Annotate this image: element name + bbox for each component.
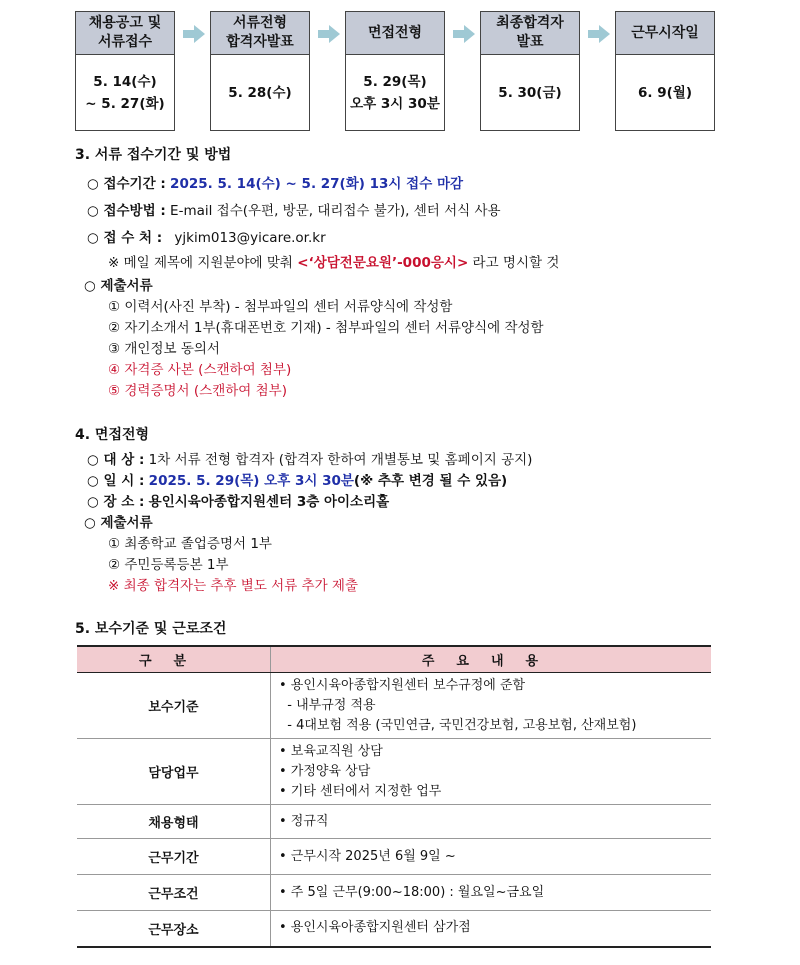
destination-row bbox=[87, 226, 326, 246]
date-value: 2025. 5. 29(목) 오후 3시 30분 bbox=[148, 473, 354, 489]
row-line: • 보육교직원 상담 bbox=[279, 743, 383, 759]
doc-item: ② 주민등록등본 1부 bbox=[108, 557, 229, 573]
pay-conditions-table bbox=[77, 645, 711, 948]
row-label: 담당업무 bbox=[77, 739, 271, 805]
destination-email: yjkim013@yicare.or.kr bbox=[174, 230, 326, 246]
target-value: 1차 서류 전형 합격자 (합격자 한하여 개별통보 및 홈페이지 공지) bbox=[148, 452, 533, 468]
step-1-date: 5. 14(수) ~ 5. 27(화) bbox=[85, 74, 165, 112]
table-row bbox=[77, 805, 711, 839]
section-4-docs-label: ○ 제출서류 bbox=[84, 515, 153, 531]
mail-title-note bbox=[108, 251, 559, 271]
doc-item: ④ 자격증 사본 (스캔하여 첨부) bbox=[108, 362, 292, 378]
place-value: 용인시육아종합지원센터 3층 아이소리홀 bbox=[148, 494, 390, 510]
header-category: 구분 bbox=[77, 646, 271, 673]
arrow-right-icon bbox=[318, 25, 340, 43]
step-2 bbox=[210, 11, 310, 131]
place-label: ○ 장 소 : bbox=[87, 494, 145, 510]
destination-label: ○ 접 수 처 : bbox=[87, 230, 163, 246]
note-prefix: ※ 메일 제목에 지원분야에 맞춰 bbox=[108, 255, 298, 271]
row-content bbox=[271, 739, 712, 805]
doc-item: ② 자기소개서 1부(휴대폰번호 기재) - 첨부파일의 센터 서류양식에 작성함 bbox=[108, 320, 544, 336]
arrow-right-icon bbox=[453, 25, 475, 43]
row-label: 보수기준 bbox=[77, 673, 271, 739]
section-5-title: 5. 보수기준 및 근로조건 bbox=[75, 621, 227, 637]
row-content: • 용인시육아종합지원센터 삼가점 bbox=[271, 911, 712, 947]
note-suffix: 라고 명시할 것 bbox=[468, 255, 560, 271]
table-header-row bbox=[77, 646, 711, 673]
table-row bbox=[77, 911, 711, 947]
doc-item: ③ 개인정보 동의서 bbox=[108, 341, 220, 357]
period-row bbox=[87, 172, 463, 192]
section-3-docs-label: ○ 제출서류 bbox=[84, 278, 153, 294]
doc-item: ① 이력서(사진 부착) - 첨부파일의 센터 서류양식에 작성함 bbox=[108, 299, 453, 315]
date-note: (※ 추후 변경 될 수 있음) bbox=[353, 473, 508, 489]
arrow-right-icon bbox=[588, 25, 610, 43]
method-label: ○ 접수방법 : bbox=[87, 203, 166, 219]
step-1 bbox=[75, 11, 175, 131]
step-2-title: 서류전형 합격자발표 bbox=[211, 12, 309, 55]
row-content bbox=[271, 673, 712, 739]
period-label: ○ 접수기간 : bbox=[87, 176, 166, 192]
row-line: • 가정양육 상담 bbox=[279, 763, 371, 779]
row-content: • 근무시작 2025년 6월 9일 ~ bbox=[271, 839, 712, 875]
step-4 bbox=[480, 11, 580, 131]
date-label: ○ 일 시 : bbox=[87, 473, 145, 489]
doc-item: ① 최종학교 졸업증명서 1부 bbox=[108, 536, 272, 552]
row-label: 근무조건 bbox=[77, 875, 271, 911]
place-row bbox=[87, 490, 389, 510]
table-row bbox=[77, 839, 711, 875]
step-5 bbox=[615, 11, 715, 131]
row-content: • 정규직 bbox=[271, 805, 712, 839]
header-content: 주요내용 bbox=[271, 646, 712, 673]
process-flow bbox=[75, 11, 715, 133]
docs-note: ※ 최종 합격자는 추후 별도 서류 추가 제출 bbox=[108, 578, 359, 594]
row-line: • 용인시육아종합지원센터 보수규정에 준함 bbox=[279, 677, 526, 693]
step-1-title: 채용공고 및 서류접수 bbox=[76, 12, 174, 55]
row-line: - 내부규정 적용 bbox=[279, 697, 376, 713]
step-3-title: 면접전형 bbox=[346, 12, 444, 55]
step-5-title: 근무시작일 bbox=[616, 12, 714, 55]
target-row bbox=[87, 448, 532, 468]
step-4-title: 최종합격자 발표 bbox=[481, 12, 579, 55]
row-line: • 기타 센터에서 지정한 업무 bbox=[279, 783, 442, 799]
doc-item: ⑤ 경력증명서 (스캔하여 첨부) bbox=[108, 383, 287, 399]
note-highlight: <‘상담전문요원’-000응시> bbox=[297, 255, 469, 271]
section-3-title: 3. 서류 접수기간 및 방법 bbox=[75, 147, 232, 163]
method-value: E-mail 접수(우편, 방문, 대리접수 불가), 센터 서식 사용 bbox=[170, 203, 501, 219]
table-row bbox=[77, 673, 711, 739]
table-row bbox=[77, 875, 711, 911]
step-3 bbox=[345, 11, 445, 131]
row-label: 근무기간 bbox=[77, 839, 271, 875]
arrow-right-icon bbox=[183, 25, 205, 43]
step-5-date: 6. 9(월) bbox=[638, 85, 692, 101]
step-2-date: 5. 28(수) bbox=[228, 85, 292, 101]
table-row bbox=[77, 739, 711, 805]
row-content: • 주 5일 근무(9:00~18:00) : 월요일~금요일 bbox=[271, 875, 712, 911]
target-label: ○ 대 상 : bbox=[87, 452, 145, 468]
period-value: 2025. 5. 14(수) ~ 5. 27(화) 13시 접수 마감 bbox=[170, 176, 464, 192]
method-row bbox=[87, 199, 501, 219]
step-3-date: 5. 29(목) 오후 3시 30분 bbox=[350, 74, 440, 112]
row-label: 근무장소 bbox=[77, 911, 271, 947]
row-line: - 4대보험 적용 (국민연금, 국민건강보험, 고용보험, 산재보험) bbox=[279, 717, 637, 733]
section-4-title: 4. 면접전형 bbox=[75, 427, 150, 443]
date-row bbox=[87, 469, 507, 489]
row-label: 채용형태 bbox=[77, 805, 271, 839]
step-4-date: 5. 30(금) bbox=[498, 85, 562, 101]
